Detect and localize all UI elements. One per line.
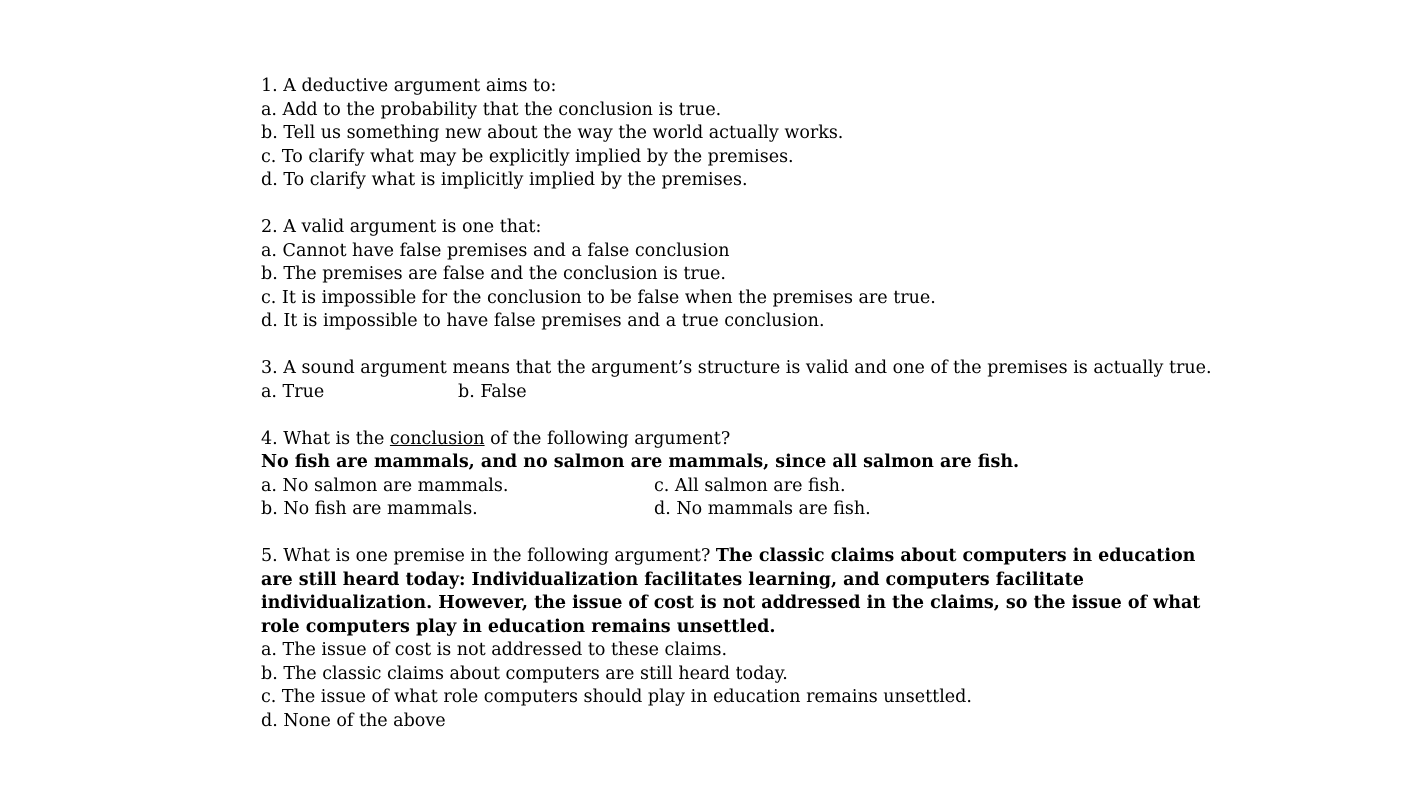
question-5-option-d: d. None of the above [261, 710, 446, 731]
question-4 [261, 428, 1201, 522]
question-4-stem-prefix: 4. What is the [261, 428, 390, 449]
question-2-stem: 2. A valid argument is one that: [261, 217, 542, 237]
question-3-option-b: b. False [458, 381, 527, 402]
question-5 [261, 545, 1201, 733]
question-1-option-d: d. To clarify what is implicitly implied by the premises. [261, 170, 748, 190]
question-1-stem: 1. A deductive argument aims to: [261, 76, 557, 96]
question-4-stem-underlined: conclusion [389, 428, 485, 449]
question-4-option-c: c. All salmon are fish. [654, 475, 846, 496]
question-1 [261, 75, 1201, 193]
question-2 [261, 216, 1201, 334]
question-2-option-c: c. It is impossible for the conclusion to be false when the premises are true. [261, 287, 936, 308]
question-5-option-b: b. The classic claims about computers are still heard today. [261, 663, 788, 684]
question-5-stem-prefix: 5. What is one premise in the following argument? [261, 546, 716, 566]
question-5-stem [261, 545, 1201, 639]
question-4-options-row-1 [261, 475, 1201, 499]
question-4-options-row-2 [261, 498, 1201, 522]
question-5-argument: The classic claims about computers in education are still heard today: Individualization facilitates learning, and computers facilitate individualization. However, the issue of cost is not addressed in the claims, so the issue of what role computers play in education remains unsettled. [261, 546, 1201, 637]
question-5-option-c: c. The issue of what role computers should play in education remains unsettled. [261, 687, 972, 707]
question-4-option-a: a. No salmon are mammals. [261, 475, 509, 496]
question-2-option-b: b. The premises are false and the conclusion is true. [261, 264, 726, 284]
question-4-argument: No fish are mammals, and no salmon are mammals, since all salmon are fish. [261, 452, 1020, 472]
question-4-stem [261, 428, 1201, 452]
question-3-stem: 3. A sound argument means that the argument’s structure is valid and one of the premises is actually true. [261, 358, 1212, 378]
question-1-option-a: a. Add to the probability that the conclusion is true. [261, 99, 722, 120]
question-2-option-d: d. It is impossible to have false premises and a true conclusion. [261, 311, 825, 331]
question-2-option-a: a. Cannot have false premises and a false conclusion [261, 240, 730, 261]
question-3-options [261, 381, 1201, 405]
question-1-option-b: b. Tell us something new about the way the world actually works. [261, 123, 844, 143]
question-5-option-a: a. The issue of cost is not addressed to these claims. [261, 640, 728, 660]
question-4-option-d: d. No mammals are fish. [654, 499, 871, 519]
question-1-option-c: c. To clarify what may be explicitly implied by the premises. [261, 146, 794, 167]
question-3-option-a: a. True [261, 381, 325, 402]
quiz-content [261, 75, 1212, 757]
question-3 [261, 357, 1212, 404]
question-4-option-b: b. No fish are mammals. [261, 499, 478, 519]
question-4-stem-suffix: of the following argument? [484, 428, 731, 449]
